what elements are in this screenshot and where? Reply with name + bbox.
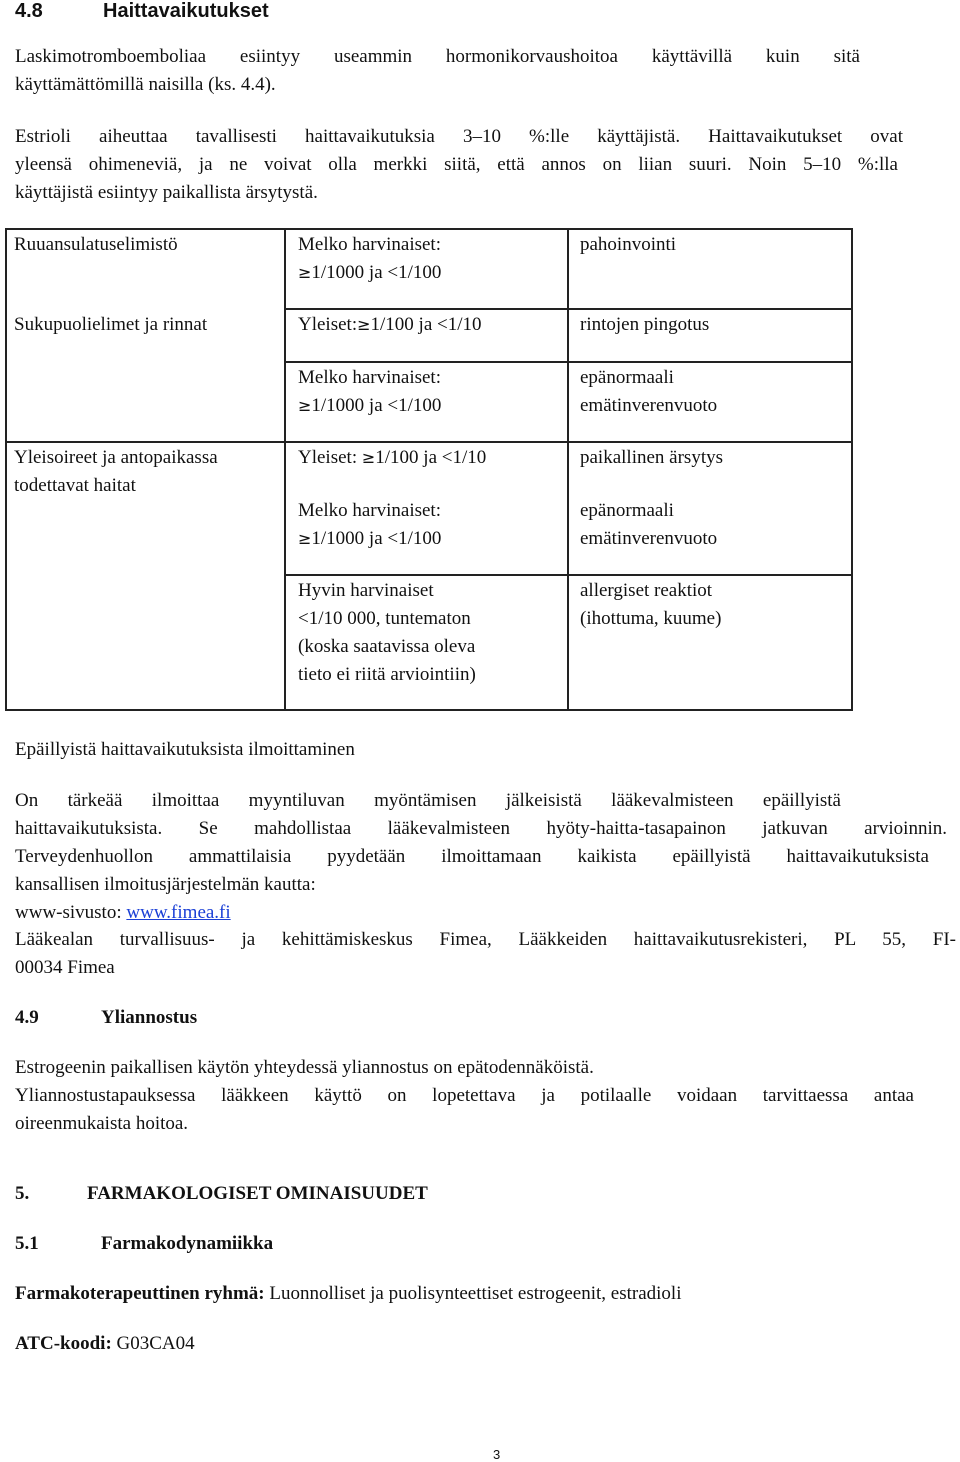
ge-symbol: ≥: [357, 315, 371, 334]
section-4-9-number: 4.9: [15, 1007, 39, 1028]
overdose-line1: Estrogeenin paikallisen käytön yhteydessä yliannostus on epätodennäköistä.: [15, 1057, 594, 1078]
freq-value: [298, 392, 441, 420]
pharmacotherapeutic-group: [15, 1283, 681, 1305]
effect-cell: epänormaali: [580, 500, 674, 521]
organ-cell: todettavat haitat: [14, 475, 136, 496]
organ-cell: Sukupuolielimet ja rinnat: [14, 314, 208, 335]
freq-value-text: 1/100 ja <1/10: [375, 447, 487, 468]
ge-symbol: ≥: [298, 529, 312, 548]
effect-cell: rintojen pingotus: [580, 314, 710, 335]
effect-cell: (ihottuma, kuume): [580, 608, 722, 629]
web-prefix: www-sivusto:: [15, 902, 127, 923]
atc-label: ATC-koodi:: [15, 1333, 112, 1354]
effect-cell: epänormaali: [580, 367, 674, 388]
table-border-right: [851, 228, 853, 711]
atc-code: [15, 1333, 195, 1355]
address-line1: Lääkealan turvallisuus- ja kehittämiskeskus Fimea, Lääkkeiden haittavaikutusrekisteri, PL 55, FI-: [15, 929, 956, 950]
para1-line2: käyttämättömillä naisilla (ks. 4.4).: [15, 74, 276, 95]
fimea-link[interactable]: www.fimea.fi: [126, 902, 231, 923]
freq-value: [298, 311, 482, 339]
table-divider-2: [567, 228, 569, 711]
effect-cell: pahoinvointi: [580, 234, 677, 255]
section-5-title: FARMAKOLOGISET OMINAISUUDET: [87, 1183, 428, 1204]
freq-value-text: 1/1000 ja <1/100: [311, 262, 442, 283]
section-5-1-number: 5.1: [15, 1233, 39, 1254]
ge-symbol: ≥: [298, 396, 312, 415]
table-border-left: [5, 228, 7, 711]
reporting-line1: On tärkeää ilmoittaa myyntiluvan myöntämisen jälkeisistä lääkevalmisteen epäillyistä: [15, 790, 841, 811]
freq-line: Hyvin harvinaiset: [298, 580, 434, 601]
atc-value: G03CA04: [116, 1333, 195, 1354]
table-divider-1: [284, 228, 286, 711]
section-5-number: 5.: [15, 1183, 30, 1204]
freq-label: Melko harvinaiset:: [298, 367, 441, 388]
effect-cell: allergiset reaktiot: [580, 580, 713, 601]
reporting-line3: Terveydenhuollon ammattilaisia pyydetään ilmoittamaan kaikista epäillyistä haittavaikutuksista: [15, 846, 929, 867]
freq-label: Melko harvinaiset:: [298, 234, 441, 255]
freq-line: <1/10 000, tuntematon: [298, 608, 471, 629]
group-value: Luonnolliset ja puolisynteettiset estrogeenit, estradioli: [269, 1283, 682, 1304]
reporting-web: [15, 902, 231, 924]
reporting-line2: haittavaikutuksista. Se mahdollistaa lääkevalmisteen hyöty-haitta-tasapainon jatkuvan arvioinnin.: [15, 818, 947, 839]
ge-symbol: ≥: [298, 263, 312, 282]
freq-label: Melko harvinaiset:: [298, 500, 441, 521]
para2-line3: käyttäjistä esiintyy paikallista ärsytystä.: [15, 182, 318, 203]
row-line-3: [5, 441, 853, 443]
ge-symbol: ≥: [361, 448, 376, 467]
freq-value: [298, 525, 441, 553]
freq-label: Yleiset:: [298, 314, 358, 335]
section-4-8-title: Haittavaikutukset: [103, 0, 269, 22]
effect-cell: emätinverenvuoto: [580, 528, 718, 549]
freq-value: [298, 444, 486, 472]
organ-cell: Yleisoireet ja antopaikassa: [14, 447, 218, 468]
effect-cell: paikallinen ärsytys: [580, 447, 723, 468]
freq-line: tieto ei riitä arviointiin): [298, 664, 476, 685]
group-label: Farmakoterapeuttinen ryhmä:: [15, 1283, 265, 1304]
page-number: 3: [493, 1447, 501, 1462]
section-5-1-title: Farmakodynamiikka: [101, 1233, 274, 1254]
para2-line2: yleensä ohimeneviä, ja ne voivat olla merkki siitä, että annos on liian suuri. Noin 5–10 %:lla: [15, 154, 898, 175]
reporting-line4: kansallisen ilmoitusjärjestelmän kautta:: [15, 874, 316, 895]
freq-label: Yleiset:: [298, 447, 358, 468]
freq-value-text: 1/1000 ja <1/100: [311, 528, 442, 549]
row-line-1: [284, 308, 853, 310]
table-border-bottom: [5, 709, 853, 711]
freq-line: (koska saatavissa oleva: [298, 636, 476, 657]
row-line-4: [284, 574, 853, 576]
address-line2: 00034 Fimea: [15, 957, 115, 978]
freq-value-text: 1/100 ja <1/10: [370, 314, 482, 335]
reporting-heading: Epäillyistä haittavaikutuksista ilmoittaminen: [15, 739, 355, 760]
row-line-2: [284, 361, 853, 363]
section-4-9-title: Yliannostus: [101, 1007, 198, 1028]
overdose-line3: oireenmukaista hoitoa.: [15, 1113, 189, 1134]
freq-value: [298, 259, 441, 287]
table-border-top: [5, 228, 853, 230]
effect-cell: emätinverenvuoto: [580, 395, 718, 416]
para2-line1: Estrioli aiheuttaa tavallisesti haittavaikutuksia 3–10 %:lle käyttäjistä. Haittavaikutukset ovat: [15, 126, 903, 147]
para1-line1: Laskimotromboemboliaa esiintyy useammin hormonikorvaushoitoa käyttävillä kuin sitä: [15, 46, 860, 67]
section-4-8-number: 4.8: [15, 0, 43, 22]
overdose-line2: Yliannostustapauksessa lääkkeen käyttö on lopetettava ja potilaalle voidaan tarvittaessa antaa: [15, 1085, 914, 1106]
organ-cell: Ruuansulatuselimistö: [14, 234, 178, 255]
freq-value-text: 1/1000 ja <1/100: [311, 395, 442, 416]
